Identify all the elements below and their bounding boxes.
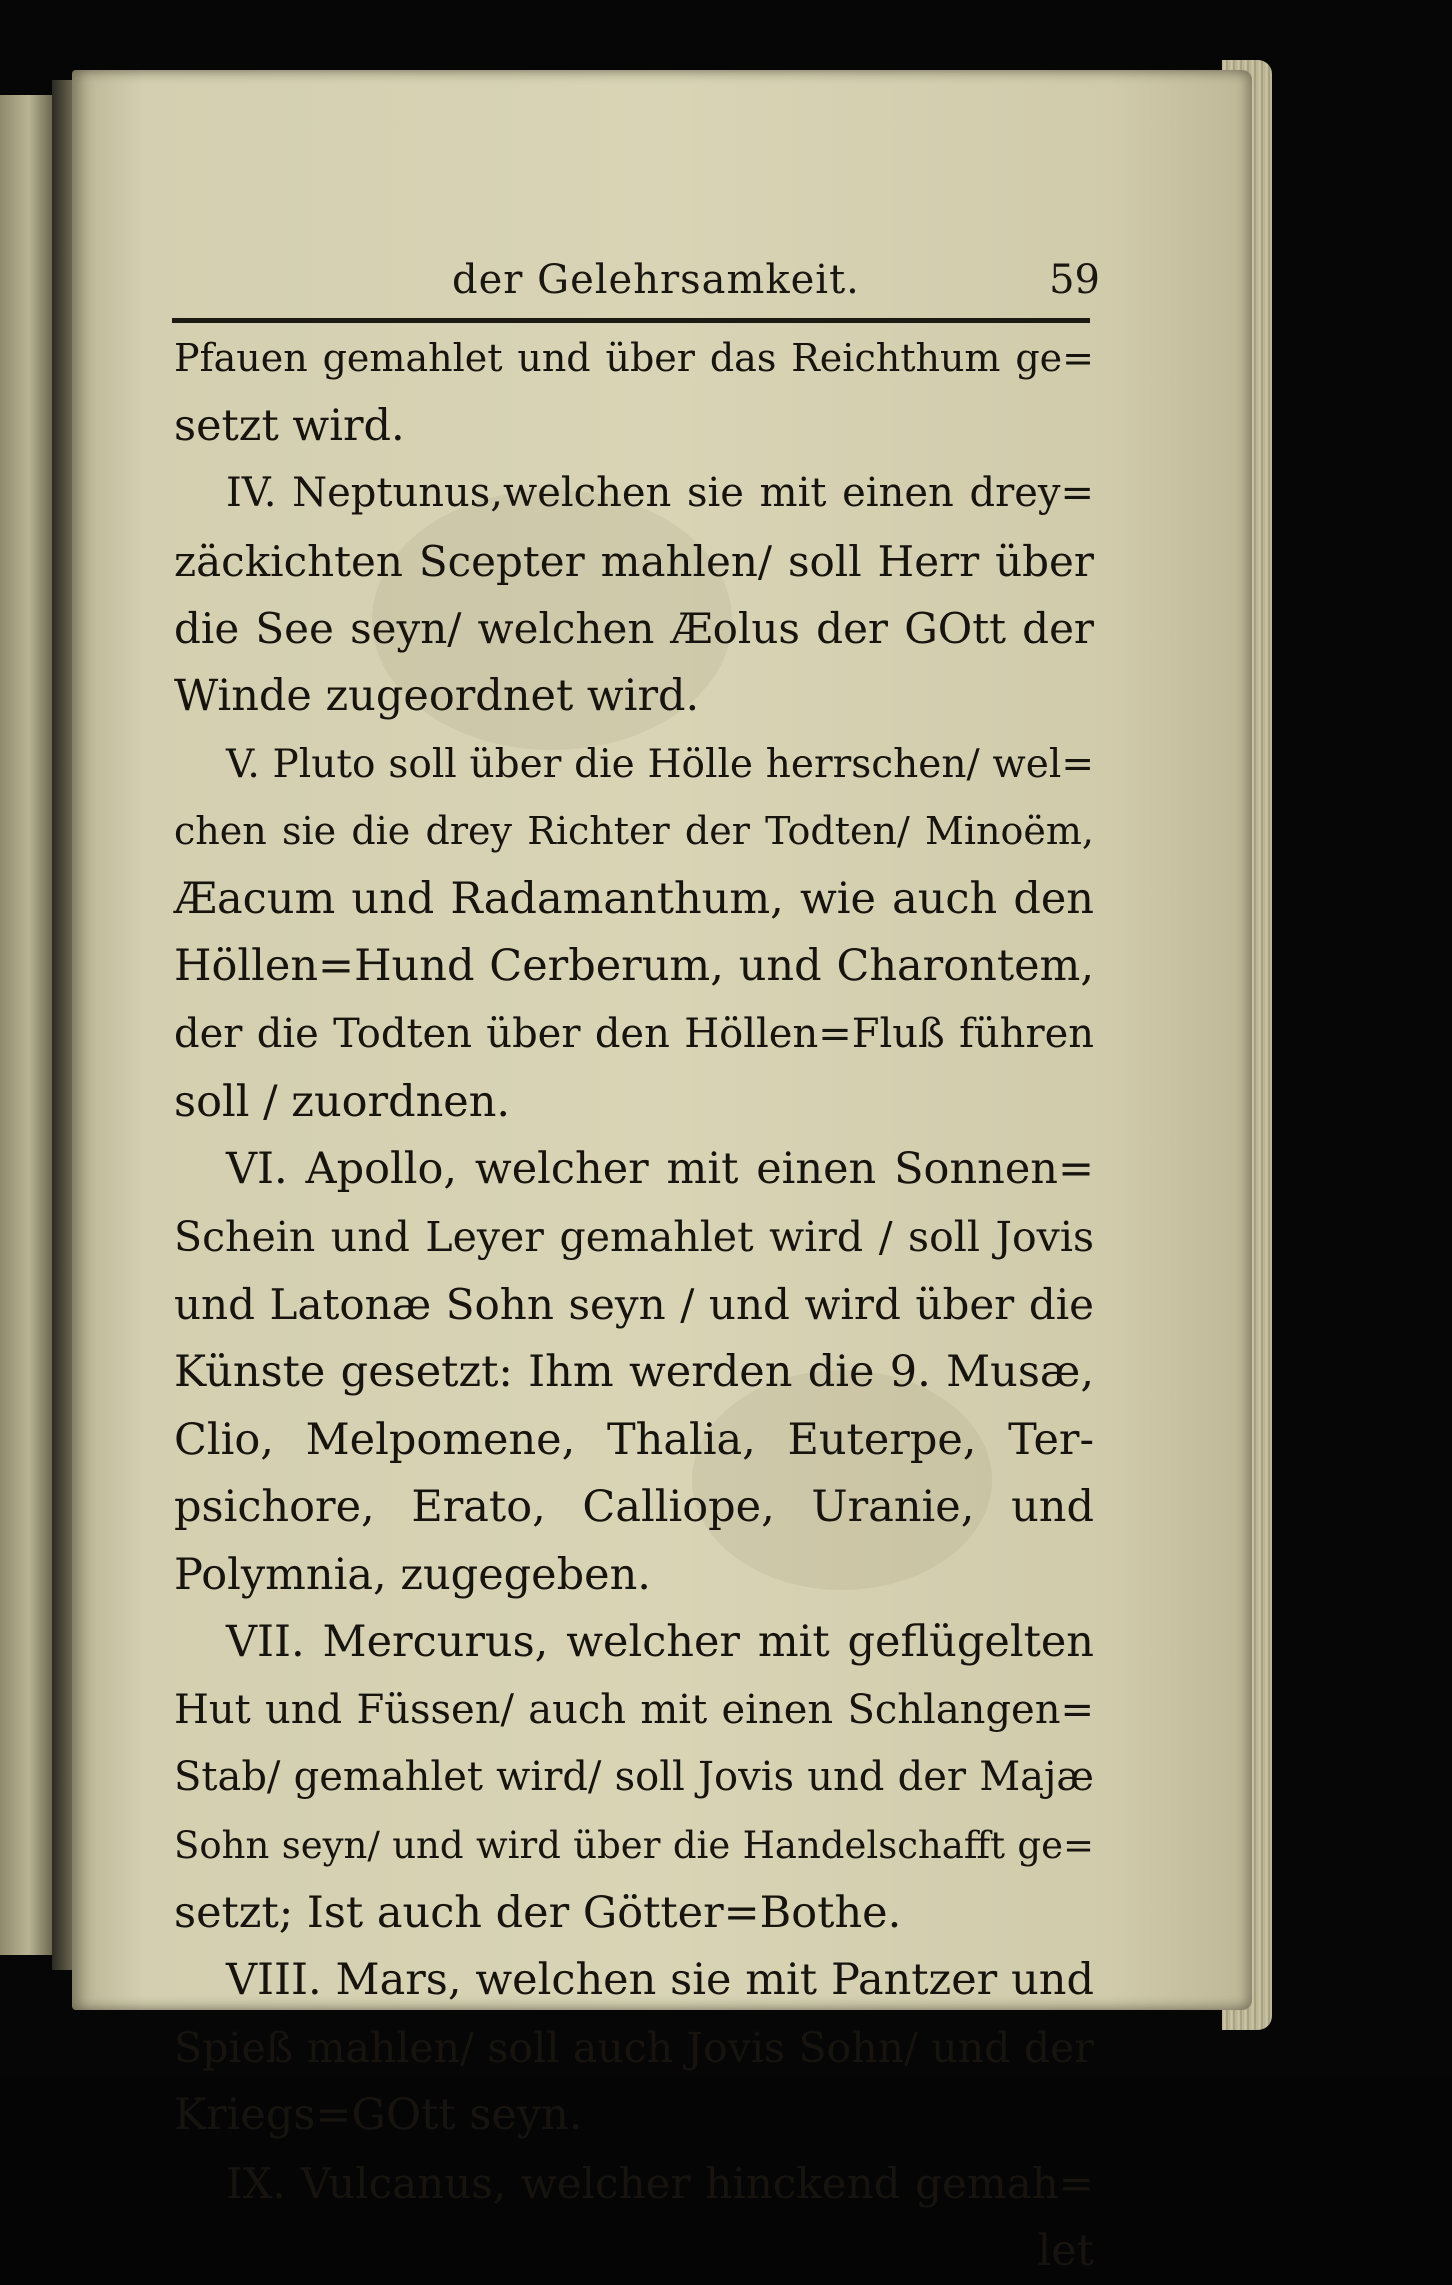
text-line: Clio, Melpomene, Thalia, Euterpe, Ter-	[174, 1414, 1094, 1465]
running-header	[180, 255, 1100, 315]
text-line: und Latonæ Sohn seyn / und wird über die	[174, 1280, 1094, 1330]
text-line: VIII. Mars, welchen sie mit Pantzer und	[226, 1955, 1094, 2006]
body-text	[174, 325, 1094, 2285]
text-line: IV. Neptunus,welchen sie mit einen drey=	[226, 470, 1094, 517]
header-rule	[172, 318, 1090, 323]
text-line: Sohn seyn/ und wird über die Handelschafft ge=	[174, 1824, 1094, 1868]
text-line: IX. Vulcanus, welcher hinckend gemah=	[226, 2159, 1094, 2209]
text-line: VI. Apollo, welcher mit einen Sonnen=	[226, 1144, 1094, 1195]
text-line: zäckichten Scepter mahlen/ soll Herr über	[174, 536, 1094, 586]
text-line: der die Todten über den Höllen=Fluß führen	[174, 1010, 1094, 1057]
text-line: chen sie die drey Richter der Todten/ Minoëm,	[174, 809, 1094, 854]
text-line: Kriegs=GOtt seyn.	[174, 2090, 583, 2141]
facing-page-edge	[0, 95, 52, 1955]
book-gutter	[52, 80, 74, 1970]
text-line: Æacum und Radamanthum, wie auch den	[174, 873, 1094, 924]
text-line: psichore, Erato, Calliope, Uranie, und	[174, 1482, 1094, 1533]
text-line: Pfauen gemahlet und über das Reichthum ge=	[174, 336, 1094, 380]
text-line: setzt; Ist auch der Götter=Bothe.	[174, 1887, 902, 1938]
text-line: Polymnia, zugegeben.	[174, 1549, 651, 1600]
text-line: Stab/ gemahlet wird/ soll Jovis und der Majæ	[174, 1754, 1094, 1801]
text-line: Hut und Füssen/ auch mit einen Schlangen=	[174, 1686, 1094, 1733]
book-page	[72, 70, 1252, 2276]
text-line: V. Pluto soll über die Hölle herrschen/ wel=	[226, 741, 1094, 787]
catchword: let	[1037, 2225, 1094, 2276]
text-line: Künste gesetzt: Ihm werden die 9. Musæ,	[174, 1346, 1094, 1397]
page-number: 59	[1049, 257, 1100, 303]
text-line: Winde zugeordnet wird.	[174, 670, 700, 721]
text-line: VII. Mercurus, welcher mit geflügelten	[226, 1617, 1094, 1668]
text-line: die See seyn/ welchen Æolus der GOtt der	[174, 604, 1094, 654]
running-title: der Gelehrsamkeit.	[452, 257, 860, 303]
text-line: setzt wird.	[174, 400, 405, 451]
text-line: Spieß mahlen/ soll auch Jovis Sohn/ und der	[174, 2023, 1094, 2072]
text-line: Schein und Leyer gemahlet wird / soll Jovis	[174, 1212, 1094, 1261]
text-line: Höllen=Hund Cerberum, und Charontem,	[174, 941, 1094, 992]
text-line: soll / zuordnen.	[174, 1076, 511, 1127]
